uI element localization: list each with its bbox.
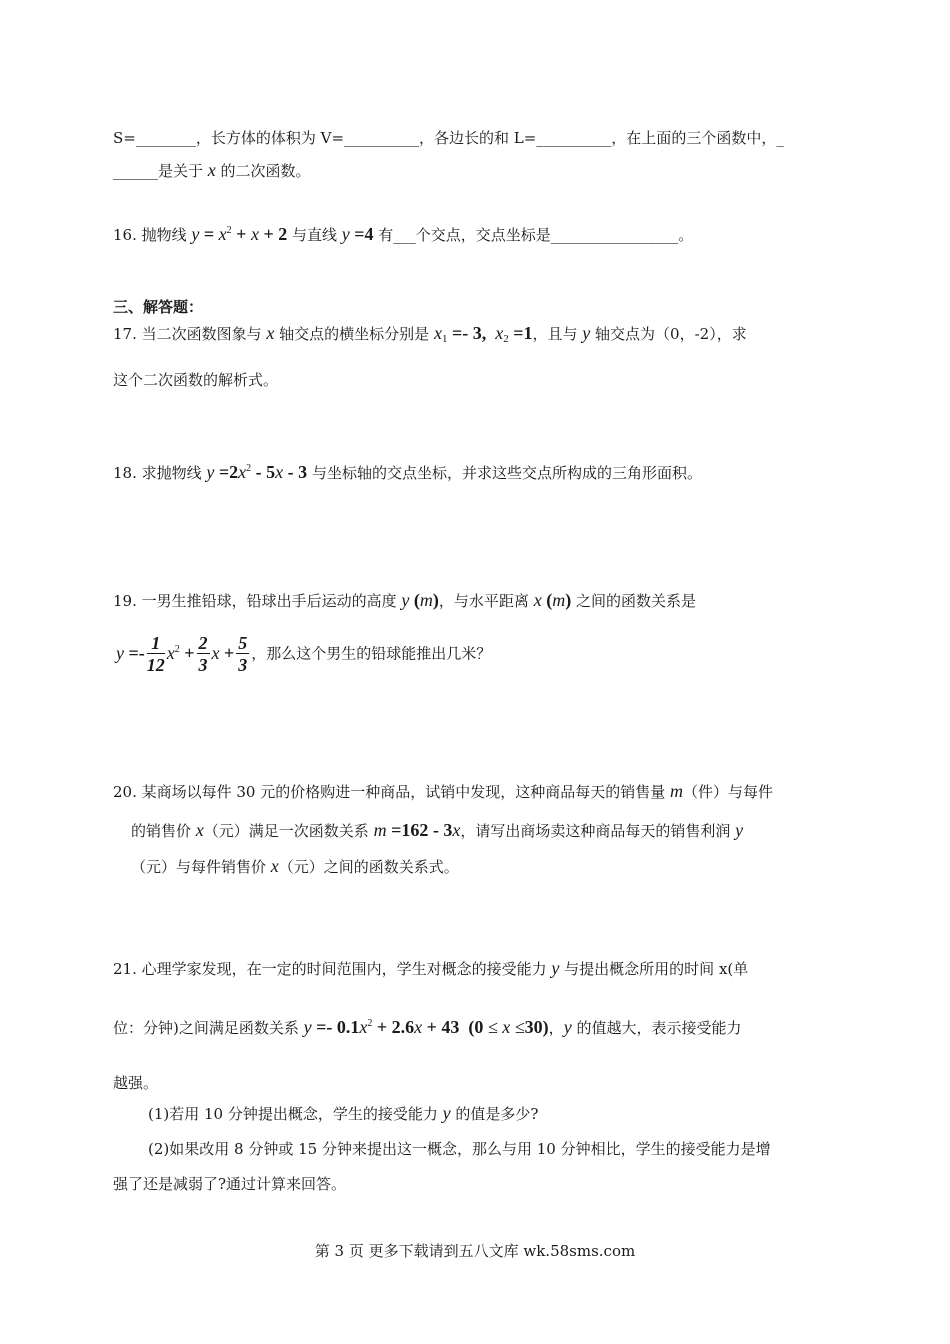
q20-line2 xyxy=(131,820,743,841)
q15-line1 xyxy=(113,127,784,148)
math-y: y xyxy=(582,323,591,343)
q20-text-a: 20. 某商场以每件 30 元的价格购进一种商品，试销中发现，这种商品每天的销售量 xyxy=(113,783,671,801)
math-y: y xyxy=(551,958,560,978)
q15-text: S=________，长方体的体积为 V=__________，各边长的和 L=__________，在上面的三个函数中，_ xyxy=(113,129,784,147)
q21-text-b: 与提出概念所用的时间 x(单 xyxy=(559,960,749,978)
q20-text-d: （元）满足一次函数关系 xyxy=(203,822,374,840)
math-distance: x (m) xyxy=(533,590,572,610)
q16-text-b: 与直线 xyxy=(287,226,342,244)
question-20 xyxy=(113,781,773,802)
q21-line3: 越强。 xyxy=(113,1074,159,1092)
frac2-num: 2 xyxy=(198,633,208,653)
q15-text-a: ______是关于 xyxy=(113,162,208,180)
math-linear: m =162 - 3x xyxy=(373,820,461,840)
math-x: x xyxy=(195,820,204,840)
q19-text-c: 之间的函数关系是 xyxy=(571,592,696,610)
math-line: y =4 xyxy=(341,224,374,244)
question-21 xyxy=(113,958,748,979)
q19-text-d: ，那么这个男生的铅球能推出几米？ xyxy=(251,644,492,663)
q21-sub1 xyxy=(148,1103,538,1124)
math-m: m xyxy=(670,781,684,801)
q18-text-a: 18. 求抛物线 xyxy=(113,464,207,482)
q21-text-a: 21. 心理学家发现，在一定的时间范围内，学生对概念的接受能力 xyxy=(113,960,552,978)
q20-text-f: （元）与每件销售价 xyxy=(131,858,271,876)
q20-text-c: 的销售价 xyxy=(131,822,196,840)
math-parabola-18: $y =2x^2 - 5x - 3$ xyxy=(206,462,308,482)
q21-sub2: (2)如果改用 8 分钟或 15 分钟来提出这一概念，那么与用 10 分钟相比，学生的接受能力是增 xyxy=(148,1140,771,1158)
q21-line2 xyxy=(113,1017,741,1038)
q21-s1-text-b: 的值是多少? xyxy=(450,1105,539,1123)
q16-text-c: 有___个交点，交点坐标是_________________。 xyxy=(373,226,694,244)
q20-text-g: （元）之间的函数关系式。 xyxy=(278,858,459,876)
q21-text-e: 的值越大，表示接受能力 xyxy=(571,1019,742,1037)
q21-s1-text-a: (1)若用 10 分钟提出概念，学生的接受能力 xyxy=(148,1105,443,1123)
math-psych-formula: $y =- 0.1x^2 + 2.6x + 43$ (0 ≤ x ≤30) xyxy=(303,1017,549,1037)
math-y: y xyxy=(563,1017,572,1037)
q18-text-b: 与坐标轴的交点坐标，并求这些交点所构成的三角形面积。 xyxy=(307,464,702,482)
frac1-num: 1 xyxy=(147,633,165,654)
q20-line3 xyxy=(131,856,459,877)
question-16 xyxy=(113,224,693,245)
q17-text-d: 轴交点为（0，-2），求 xyxy=(590,325,747,343)
q15-line2 xyxy=(113,160,311,181)
frac3-num: 5 xyxy=(238,633,248,653)
q17-line2: 这个二次函数的解析式。 xyxy=(113,371,279,389)
q17-text-c: ，且与 xyxy=(532,325,583,343)
q17-text-b: 轴交点的横坐标分别是 xyxy=(274,325,434,343)
q21-sub2-cont: 强了还是减弱了?通过计算来回答。 xyxy=(113,1175,347,1193)
math-parabola: $y = x^2 + x + 2$ xyxy=(191,224,288,244)
q17-text-a: 17. 当二次函数图象与 xyxy=(113,325,267,343)
math-roots: $x_1 =- 3$, $x_2 =1$ xyxy=(433,323,533,345)
frac1-den: 12 xyxy=(146,655,165,675)
frac2-den: 3 xyxy=(198,655,208,675)
question-19 xyxy=(113,590,696,611)
q20-text-b: （件）与每件 xyxy=(683,783,774,801)
q21-text-c: 位：分钟)之间满足函数关系 xyxy=(113,1019,304,1037)
q20-text-e: ，请写出商场卖这种商品每天的销售利润 xyxy=(460,822,736,840)
math-y: y xyxy=(735,820,744,840)
q19-formula-line xyxy=(116,633,491,676)
math-shotput-formula: y =- $\frac{1}{12}$ $x^2$ + $\frac{2}{3}$ x + $\frac{5}{3}$ xyxy=(116,633,248,675)
math-y: y xyxy=(442,1103,451,1123)
q16-text-a: 16. 抛物线 xyxy=(113,226,192,244)
frac3-den: 3 xyxy=(238,655,248,675)
section-heading: 三、解答题： xyxy=(113,298,204,316)
math-x: x xyxy=(207,160,216,180)
question-18 xyxy=(113,462,702,483)
math-height: y (m) xyxy=(401,590,439,610)
question-17 xyxy=(113,323,747,345)
math-x: x xyxy=(266,323,275,343)
math-x: x xyxy=(270,856,279,876)
page-footer: 第 3 页 更多下载请到五八文库 wk.58sms.com xyxy=(314,1242,636,1260)
q21-text-d: ， xyxy=(548,1019,564,1037)
q15-text-b: 的二次函数。 xyxy=(215,162,311,180)
q19-text-b: ，与水平距离 xyxy=(438,592,534,610)
q19-text-a: 19. 一男生推铅球，铅球出手后运动的高度 xyxy=(113,592,402,610)
